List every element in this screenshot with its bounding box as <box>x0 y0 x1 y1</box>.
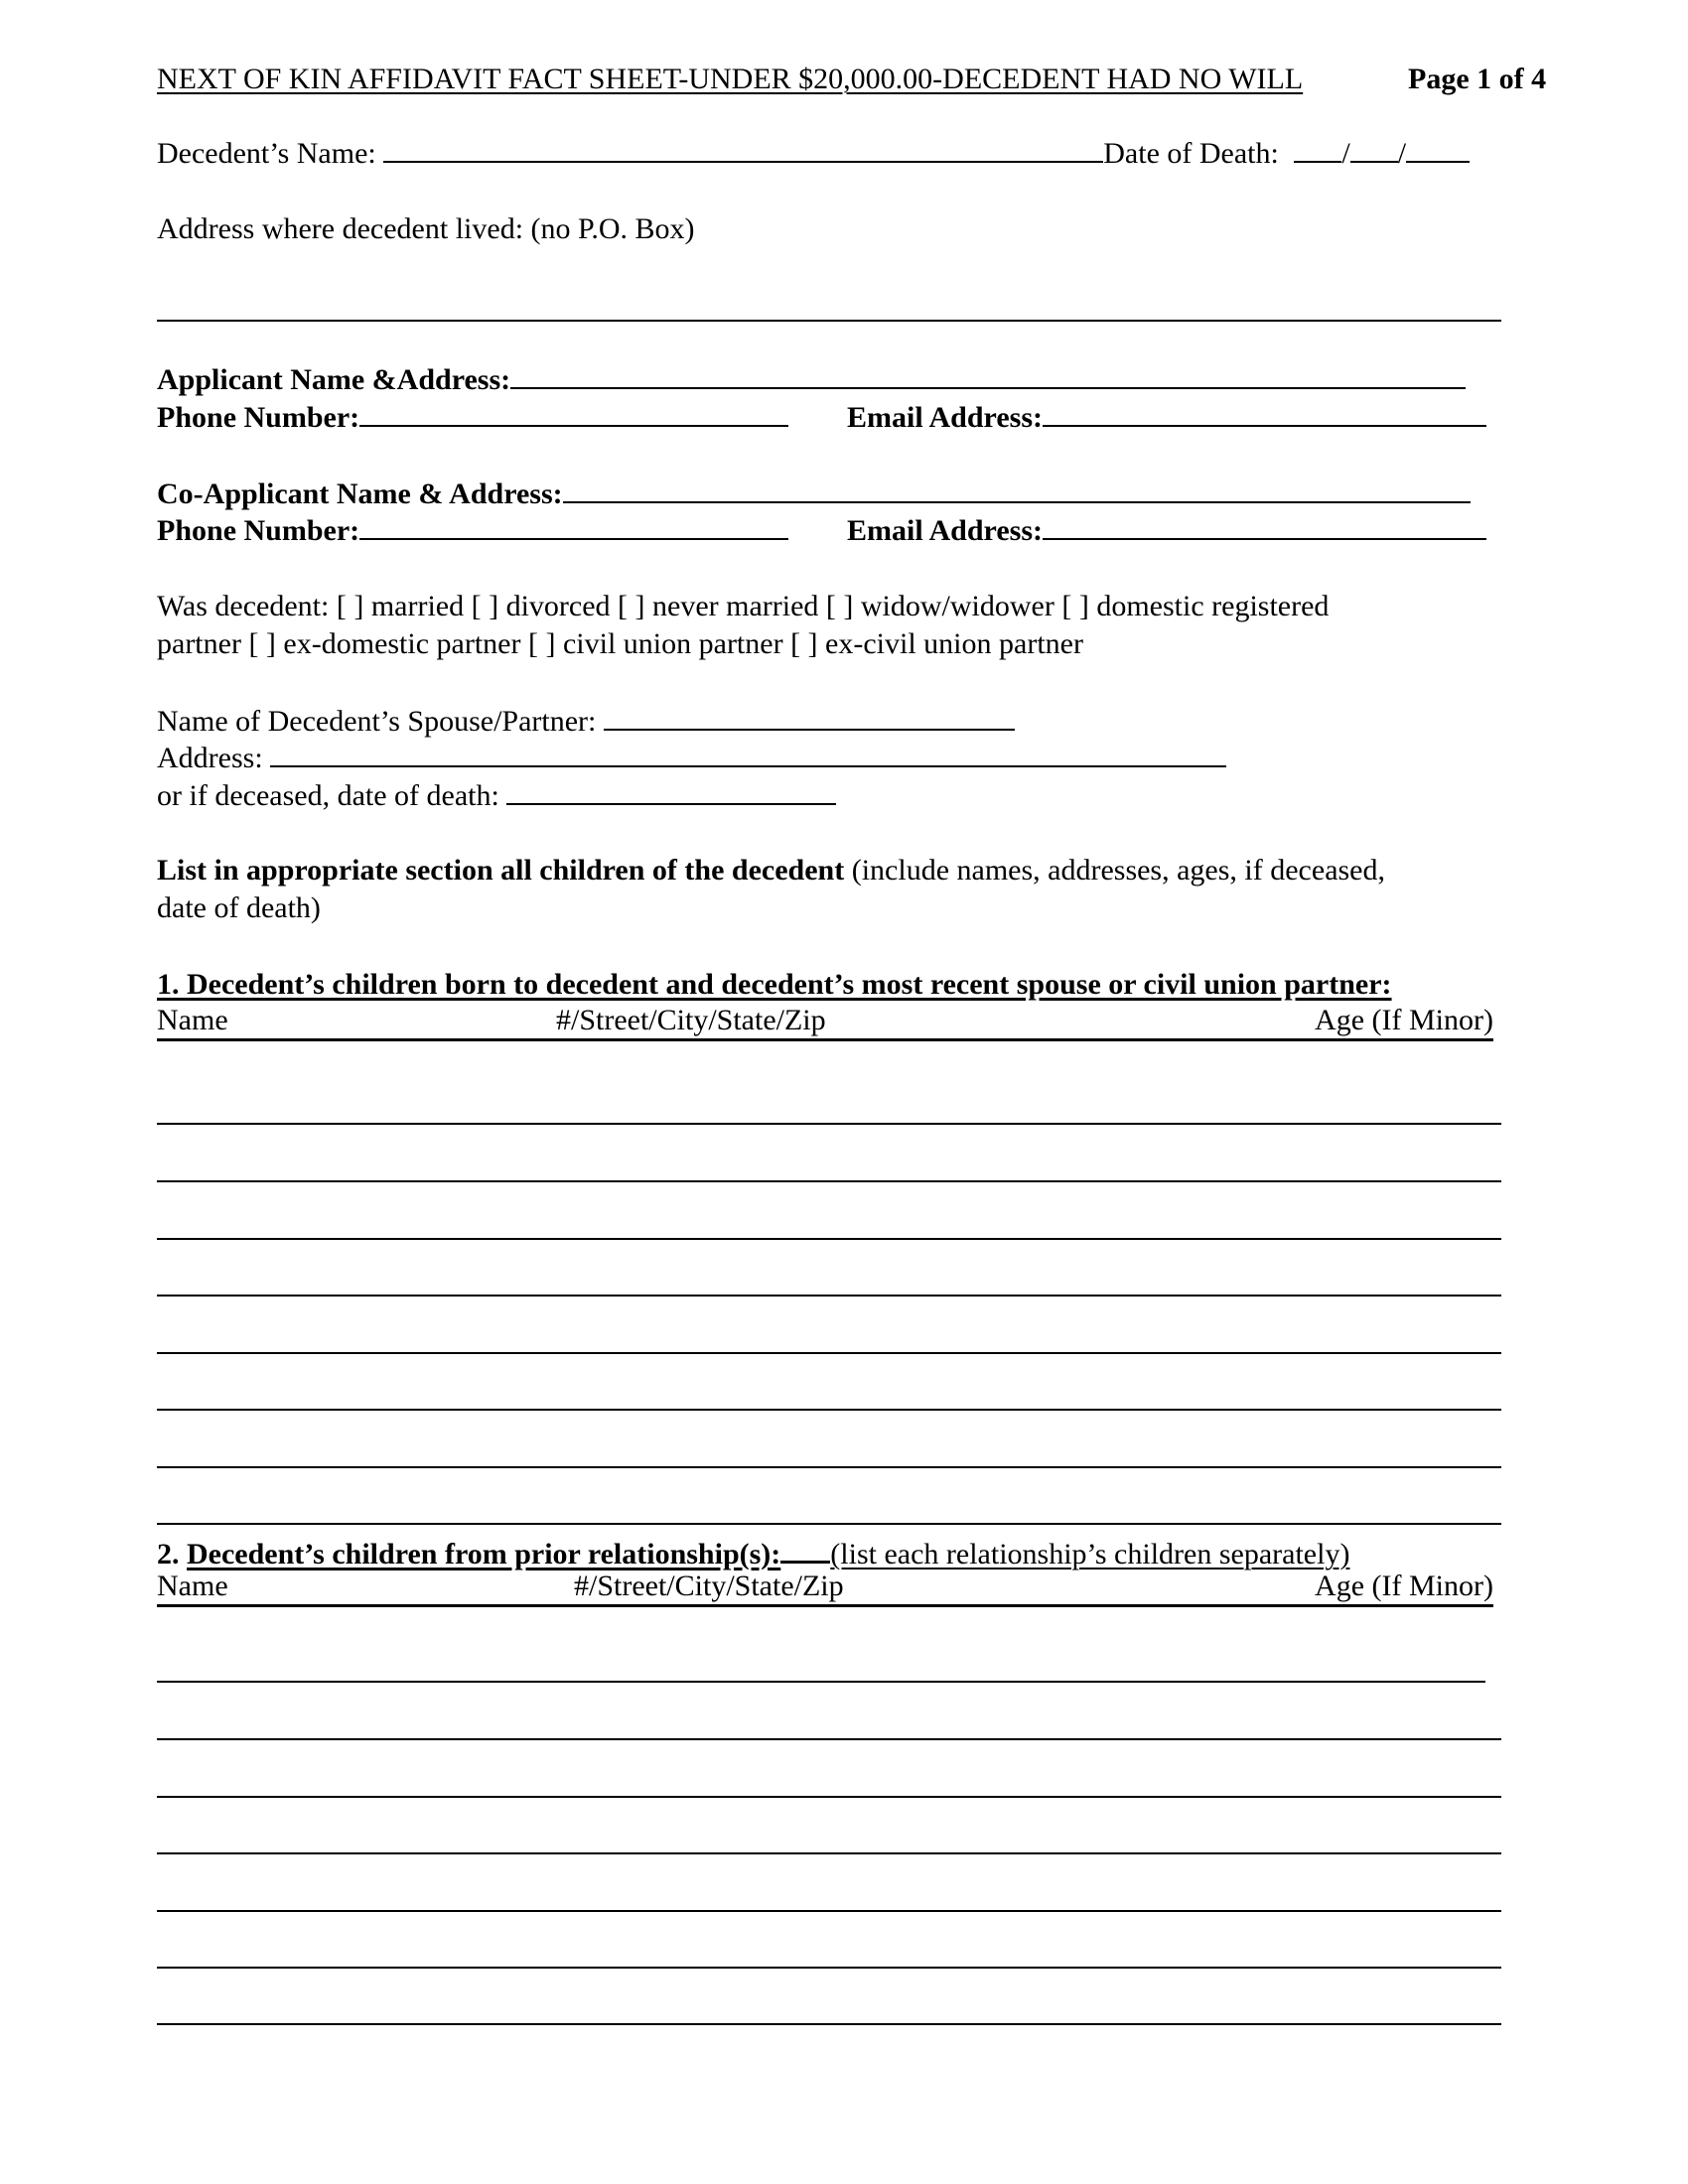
co-applicant-email-row <box>847 512 1486 549</box>
decedent-name-row <box>157 135 1470 172</box>
spouse-address-field[interactable] <box>270 740 1226 767</box>
page-indicator: Page 1 of 4 <box>1408 63 1547 95</box>
applicant-phone-field[interactable] <box>359 399 788 427</box>
section-2-entry-line[interactable] <box>157 1852 1501 1854</box>
co-applicant-email-field[interactable] <box>1043 512 1486 540</box>
section-1-entry-line[interactable] <box>157 1523 1501 1525</box>
spouse-name-field[interactable] <box>604 703 1015 731</box>
co-applicant-name-address-field[interactable] <box>563 476 1471 503</box>
document-title <box>157 62 1303 97</box>
spouse-name-row <box>157 703 1015 740</box>
date-separator: / <box>1341 137 1350 170</box>
applicant-email-label: Email Address: <box>847 401 1043 434</box>
co-applicant-email-label: Email Address: <box>847 514 1043 547</box>
co-applicant-phone-label: Phone Number: <box>157 514 360 547</box>
section-2-title-underline-gap <box>780 1533 830 1564</box>
applicant-email-row <box>847 399 1486 436</box>
applicant-email-field[interactable] <box>1043 399 1486 427</box>
column-address: #/Street/City/State/Zip <box>574 1570 844 1602</box>
section-1-entry-line[interactable] <box>157 1352 1501 1354</box>
section-1-entry-line[interactable] <box>157 1295 1501 1297</box>
section-2-entry-line[interactable] <box>157 2023 1501 2025</box>
decedent-address-label: Address where decedent lived: (no P.O. Box) <box>157 212 695 245</box>
children-intro-line-1 <box>157 853 1385 888</box>
spouse-address-row <box>157 740 1226 776</box>
section-2-column-header <box>157 1569 1493 1607</box>
column-age: Age (If Minor) <box>1315 1570 1493 1602</box>
section-2-number: 2. <box>157 1538 180 1570</box>
date-of-death-month-field[interactable] <box>1294 135 1341 163</box>
children-intro-bold: List in appropriate section all children of the decedent <box>157 854 845 887</box>
marital-status-line-2[interactable]: partner [ ] ex-domestic partner [ ] civil union partner [ ] ex-civil union partner <box>157 627 1083 660</box>
spouse-deceased-label: or if deceased, date of death: <box>157 779 499 812</box>
date-of-death-year-field[interactable] <box>1406 135 1470 163</box>
column-name: Name <box>157 1004 228 1036</box>
section-2-title-row <box>157 1533 1349 1572</box>
section-1-entry-line[interactable] <box>157 1409 1501 1411</box>
document-title-text: NEXT OF KIN AFFIDAVIT FACT SHEET-UNDER $20,000.00-DECEDENT HAD NO WILL <box>157 63 1304 95</box>
section-1-entry-line[interactable] <box>157 1180 1501 1182</box>
column-address: #/Street/City/State/Zip <box>556 1004 826 1036</box>
date-of-death-label: Date of Death: <box>1103 137 1279 170</box>
section-2-entry-line[interactable] <box>157 1738 1501 1740</box>
applicant-name-address-field[interactable] <box>510 361 1466 389</box>
section-2-entry-line[interactable] <box>157 1796 1501 1798</box>
section-2-entry-line[interactable] <box>157 1681 1485 1683</box>
applicant-phone-label: Phone Number: <box>157 401 360 434</box>
co-applicant-name-address-label: Co-Applicant Name & Address: <box>157 478 563 510</box>
column-age: Age (If Minor) <box>1315 1004 1493 1036</box>
spouse-deceased-date-field[interactable] <box>506 777 836 805</box>
spouse-name-label: Name of Decedent’s Spouse/Partner: <box>157 705 597 738</box>
decedent-name-label: Decedent’s Name: <box>157 137 376 170</box>
children-intro-line-2: date of death) <box>157 891 321 924</box>
date-separator: / <box>1397 137 1407 170</box>
decedent-name-field[interactable] <box>383 135 1103 163</box>
section-1-entry-line[interactable] <box>157 1466 1501 1468</box>
section-2-entry-line[interactable] <box>157 1967 1501 1969</box>
marital-status-line-1[interactable]: Was decedent: [ ] married [ ] divorced [ ] never married [ ] widow/widower [ ] domestic registered <box>157 590 1330 622</box>
co-applicant-name-row <box>157 476 1471 512</box>
decedent-address-field[interactable] <box>157 320 1501 322</box>
section-2-entry-line[interactable] <box>157 1910 1501 1912</box>
co-applicant-phone-row <box>157 512 788 549</box>
column-name: Name <box>157 1570 228 1602</box>
section-2-title: Decedent’s children from prior relationship(s): <box>187 1538 781 1570</box>
section-1-entry-line[interactable] <box>157 1123 1501 1125</box>
applicant-phone-row <box>157 399 788 436</box>
section-1-column-header <box>157 1003 1493 1041</box>
children-intro-rest: (include names, addresses, ages, if deceased, <box>844 854 1385 887</box>
section-2-note: (list each relationship’s children separately) <box>830 1538 1350 1570</box>
applicant-name-row <box>157 361 1466 398</box>
section-1-title: 1. Decedent’s children born to decedent and decedent’s most recent spouse or civil union partner: <box>157 968 1392 1001</box>
spouse-address-label: Address: <box>157 742 263 774</box>
applicant-name-address-label: Applicant Name &Address: <box>157 363 511 396</box>
spouse-deceased-row <box>157 777 836 814</box>
section-1-entry-line[interactable] <box>157 1238 1501 1240</box>
date-of-death-day-field[interactable] <box>1350 135 1398 163</box>
co-applicant-phone-field[interactable] <box>359 512 788 540</box>
